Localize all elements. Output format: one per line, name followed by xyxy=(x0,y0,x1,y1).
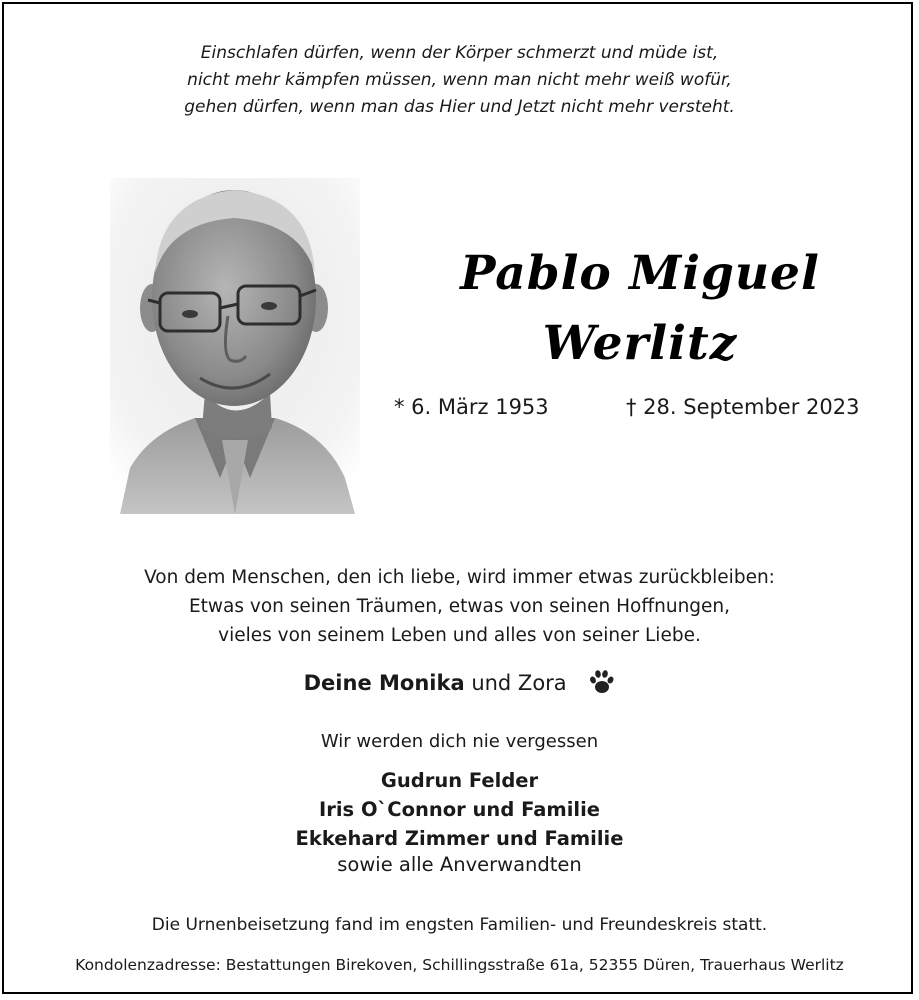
verse-line: vieles von seinem Leben und alles von seiner Liebe. xyxy=(218,625,701,646)
mourners-closing: sowie alle Anverwandten xyxy=(337,853,582,876)
birth-date: * 6. März 1953 xyxy=(394,395,549,419)
signature-rest: und Zora xyxy=(471,671,567,695)
condolence-address: Kondolenzadresse: Bestattungen Birekoven, Schillingsstraße 61a, 52355 Düren, Trauerhaus Werlitz xyxy=(75,956,844,974)
funeral-notice: Die Urnenbeisetzung fand im engsten Familien- und Freundeskreis statt. xyxy=(151,915,768,935)
deceased-name-last: Werlitz xyxy=(542,316,738,371)
mourner-name: Ekkehard Zimmer und Familie xyxy=(295,827,624,850)
verse-line: Etwas von seinen Träumen, etwas von seinen Hoffnungen, xyxy=(188,596,731,617)
portrait-photo xyxy=(110,178,360,514)
death-date: † 28. September 2023 xyxy=(626,395,860,419)
mourner-name: Iris O`Connor und Familie xyxy=(319,798,600,821)
mourner-name: Gudrun Felder xyxy=(380,769,539,792)
paw-print-icon xyxy=(587,668,615,696)
portrait-illustration xyxy=(110,178,360,514)
mourners-intro: Wir werden dich nie vergessen xyxy=(320,731,599,752)
verse xyxy=(0,563,919,650)
mourners-list xyxy=(0,766,919,853)
poem xyxy=(0,40,919,121)
poem-line: Einschlafen dürfen, wenn der Körper schmerzt und müde ist, xyxy=(200,43,719,63)
poem-line: nicht mehr kämpfen müssen, wenn man nicht mehr weiß wofür, xyxy=(187,70,732,90)
verse-line: Von dem Menschen, den ich liebe, wird immer etwas zurückbleiben: xyxy=(144,567,775,588)
deceased-name-first: Pablo Miguel xyxy=(460,246,820,301)
signature-name: Deine Monika xyxy=(303,671,465,695)
poem-line: gehen dürfen, wenn man das Hier und Jetzt nicht mehr versteht. xyxy=(184,97,735,117)
signature xyxy=(0,668,919,696)
